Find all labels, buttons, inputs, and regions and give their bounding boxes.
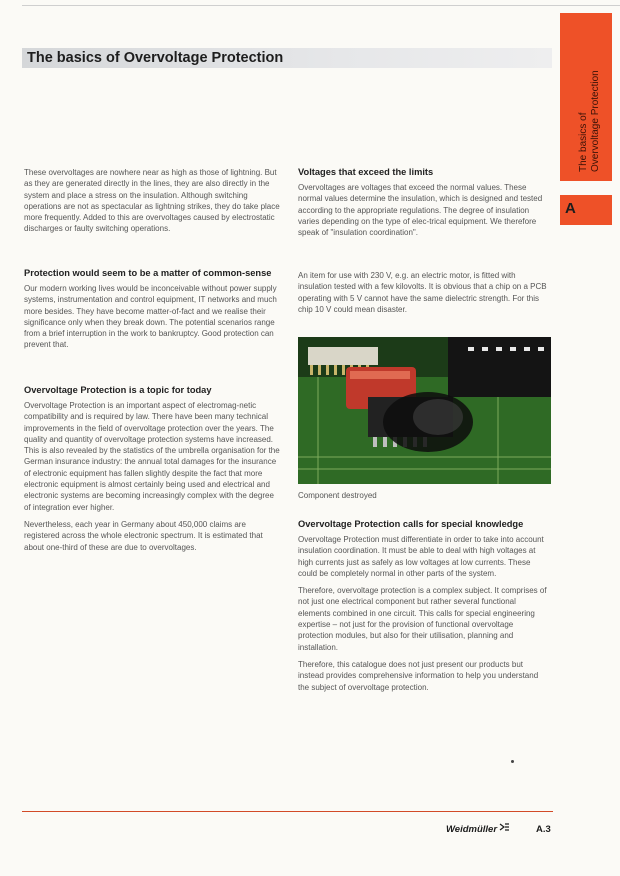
section-paragraph: Overvoltages are voltages that exceed the normal values. These normal values determine the insulation, which is designed and tested according to the appropriate regulations. The degree of insulation varies depending on the type of elec-trical equipment. We therefore speak of "insulation coordination". bbox=[298, 183, 543, 238]
left-intro bbox=[24, 167, 282, 241]
right-section-limits bbox=[298, 166, 550, 244]
left-section-common-sense bbox=[24, 267, 282, 357]
section-heading: Voltages that exceed the limits bbox=[298, 167, 434, 177]
right-limits-example bbox=[298, 270, 550, 321]
section-paragraph: Therefore, overvoltage protection is a complex subject. It comprises of not just one electrical component but rather several functional elements combined in one circuit. This calls for special engineering expertise – not just for the provision of functional overvoltage protection modules, but also for their utilisation, planning and installation. bbox=[298, 586, 547, 652]
top-rule bbox=[22, 5, 620, 6]
footer-rule bbox=[22, 811, 553, 812]
pcb-illustration bbox=[298, 337, 551, 484]
weidmuller-logo-icon bbox=[499, 822, 510, 835]
page-title: The basics of Overvoltage Protection bbox=[27, 50, 284, 66]
chapter-tab-line2: Overvoltage Protection bbox=[590, 70, 601, 172]
chapter-tab-label bbox=[575, 12, 615, 180]
destroyed-component-photo bbox=[298, 337, 551, 484]
section-paragraph: Overvoltage Protection is an important aspect of electromag-netic compatibility and is required by law. There have been many technical improvements in the field of overvoltage protection over the years. The quality and quantity of overvoltage protection systems have increased. This is also revealed by the statistics of the umbrella organisation for the German insurance industry: the annual total damages for the insurance of electronic equipment has fallen slightly despite the fact that more electronic equipment is almost certainly being used and electrical and electronic systems are becoming increasingly complex with the degree of integration ever higher. bbox=[24, 401, 280, 512]
section-paragraph: An item for use with 230 V, e.g. an electric motor, is fitted with insulation tested with a few kilovolts. It is obvious that a chip on a PCB operating with 5 V cannot have the same dielectric strength. For this chip 10 V could mean disaster. bbox=[298, 271, 547, 314]
left-section-topic-today bbox=[24, 384, 282, 559]
chapter-letter: A bbox=[565, 200, 576, 217]
section-heading: Protection would seem to be a matter of common-sense bbox=[24, 268, 272, 278]
section-heading: Overvoltage Protection calls for special knowledge bbox=[298, 519, 524, 529]
speck bbox=[511, 760, 514, 763]
intro-paragraph: These overvoltages are nowhere near as high as those of lightning. But as they are generated directly in the lines, they are also directly in the system and place a stress on the insulation. Although switching operations are not as spectacular as lightning strikes, they do take place more frequently. Added to this are overvoltages caused by electrostatic discharges or faulty switching operations. bbox=[24, 168, 280, 234]
page-number: A.3 bbox=[536, 824, 551, 835]
title-band bbox=[22, 48, 552, 68]
section-paragraph: Our modern working lives would be inconceivable without power supply systems, instrumentation and control equipment, IT networks and much more besides. They have become matter-of-fact and we realise their significance only when they break down. The potential scenarios range from a brief interruption in the work to bankruptcy. Good protection can prevent that. bbox=[24, 284, 277, 350]
chapter-tab-line1: The basics of bbox=[578, 112, 589, 172]
section-paragraph: Nevertheless, each year in Germany about 450,000 claims are registered across the whole electronic spectrum. It is estimated that about one-third of these are due to overvoltages. bbox=[24, 519, 263, 552]
brand-name: Weidmüller bbox=[446, 824, 498, 835]
chapter-letter-box bbox=[560, 195, 612, 225]
section-paragraph: Therefore, this catalogue does not just present our products but instead provides comprehensive information to help you understand the subject of overvoltage protection. bbox=[298, 659, 539, 692]
photo-caption: Component destroyed bbox=[298, 491, 377, 500]
section-heading: Overvoltage Protection is a topic for today bbox=[24, 385, 212, 395]
section-paragraph: Overvoltage Protection must differentiate in order to take into account insulation coordination. It must be able to deal with high voltages at high currents just as safely as low voltages at low currents. These could be completely normal in other parts of the system. bbox=[298, 535, 544, 578]
right-section-special-knowledge bbox=[298, 518, 550, 699]
